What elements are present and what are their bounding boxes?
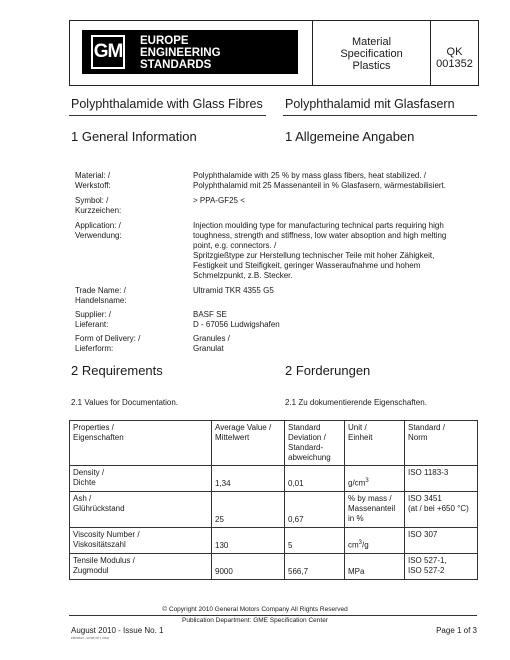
gm-logo (82, 30, 298, 74)
section-heading-en: 1 General Information (71, 129, 197, 144)
title-rule-de (283, 115, 477, 116)
info-value-supplier: BASF SE D - 67056 Ludwigshafen (193, 310, 280, 329)
info-value-form-of-delivery: Granules / Granulat (193, 334, 230, 353)
section2-heading-de: 2 Forderungen (285, 363, 371, 378)
document-header (69, 20, 479, 86)
info-label-form-of-delivery: Form of Delivery: / Lieferform: (75, 334, 141, 353)
col-header-average: Average Value / Mittelwert (212, 421, 285, 466)
table-row: Tensile Modulus / Zugmodul 9000 566,7 MPa ISO 527-1, ISO 527-2 (70, 554, 478, 580)
copyright-notice: © Copyright 2010 General Motors Company All Rights Reserved (162, 606, 348, 613)
form-code: PROMAX - FFSB TP 1 (091) (71, 636, 110, 640)
info-label-trade-name: Trade Name: / Handelsname: (75, 286, 127, 305)
info-value-material: Polyphthalamide with 25 % by mass glass fibers, heat stabilized. / Polyphthalamid mit 25 Massenanteil in % Glasfasern, wärmestabilisiert. (193, 171, 446, 190)
col-header-unit: Unit / Einheit (345, 421, 405, 466)
info-value-application: Injection moulding type for manufacturing technical parts requiring high toughness, strength and stiffness, low water absoption and high melting point, e.g. connectors. / Spritzgießtype zur Herstellung technischer Teile mit hoher Zähigkeit, Festigkeit und Steifigkeit, geringer Wasseraufnahme und hohem Schmelzpunkt, z.B. Stecker. (193, 221, 447, 280)
info-label-symbol: Symbol: / Kurzzeichen: (75, 196, 122, 215)
table-row: Viscosity Number / Viskositätszahl 130 5 $cm^3/g$ ISO 307 (70, 528, 478, 554)
col-header-properties: Properties / Eigenschaften (70, 421, 212, 466)
subsection-heading-en: 2.1 Values for Documentation. (71, 398, 179, 407)
col-header-deviation: Standard Deviation / Standard- abweichung (285, 421, 345, 466)
doc-number: QK 001352 (436, 46, 473, 70)
org-name: EUROPE ENGINEERING STANDARDS (140, 35, 221, 71)
table-row: Density / Dichte 1,34 0,01 $g/cm^3$ ISO 1183-3 (70, 466, 478, 492)
properties-table (69, 420, 478, 580)
info-value-symbol: > PPA-GF25 < (193, 196, 245, 205)
table-row: Ash / Glührückstand 25 0,67 % by mass / Massenanteil in % ISO 3451 (at / bei +650 °C) (70, 492, 478, 528)
footer-rule (69, 615, 477, 616)
publication-department: Publication Department: GME Specification Center (182, 617, 328, 624)
doc-type: Material Specification Plastics (340, 36, 403, 72)
section2-heading-en: 2 Requirements (71, 363, 163, 378)
info-label-supplier: Supplier: / Lieferant: (75, 310, 112, 329)
info-label-material: Material: / Werkstoff: (75, 171, 111, 190)
title-en: Polyphthalamide with Glass Fibres (71, 97, 263, 111)
info-value-trade-name: Ultramid TKR 4355 G5 (193, 286, 274, 295)
subsection-heading-de: 2.1 Zu dokumentierende Eigenschaften. (285, 398, 427, 407)
section-heading-de: 1 Allgemeine Angaben (285, 129, 415, 144)
info-label-application: Application: / Verwendung: (75, 221, 122, 240)
table-header-row (70, 421, 478, 466)
issue-date: August 2010 - Issue No. 1 (71, 626, 164, 635)
col-header-norm: Standard / Norm (405, 421, 478, 466)
title-de: Polyphthalamid mit Glasfasern (285, 97, 455, 111)
gm-logo-mark: GM (91, 35, 125, 69)
page-number: Page 1 of 3 (436, 626, 477, 635)
title-rule-en (69, 115, 266, 116)
